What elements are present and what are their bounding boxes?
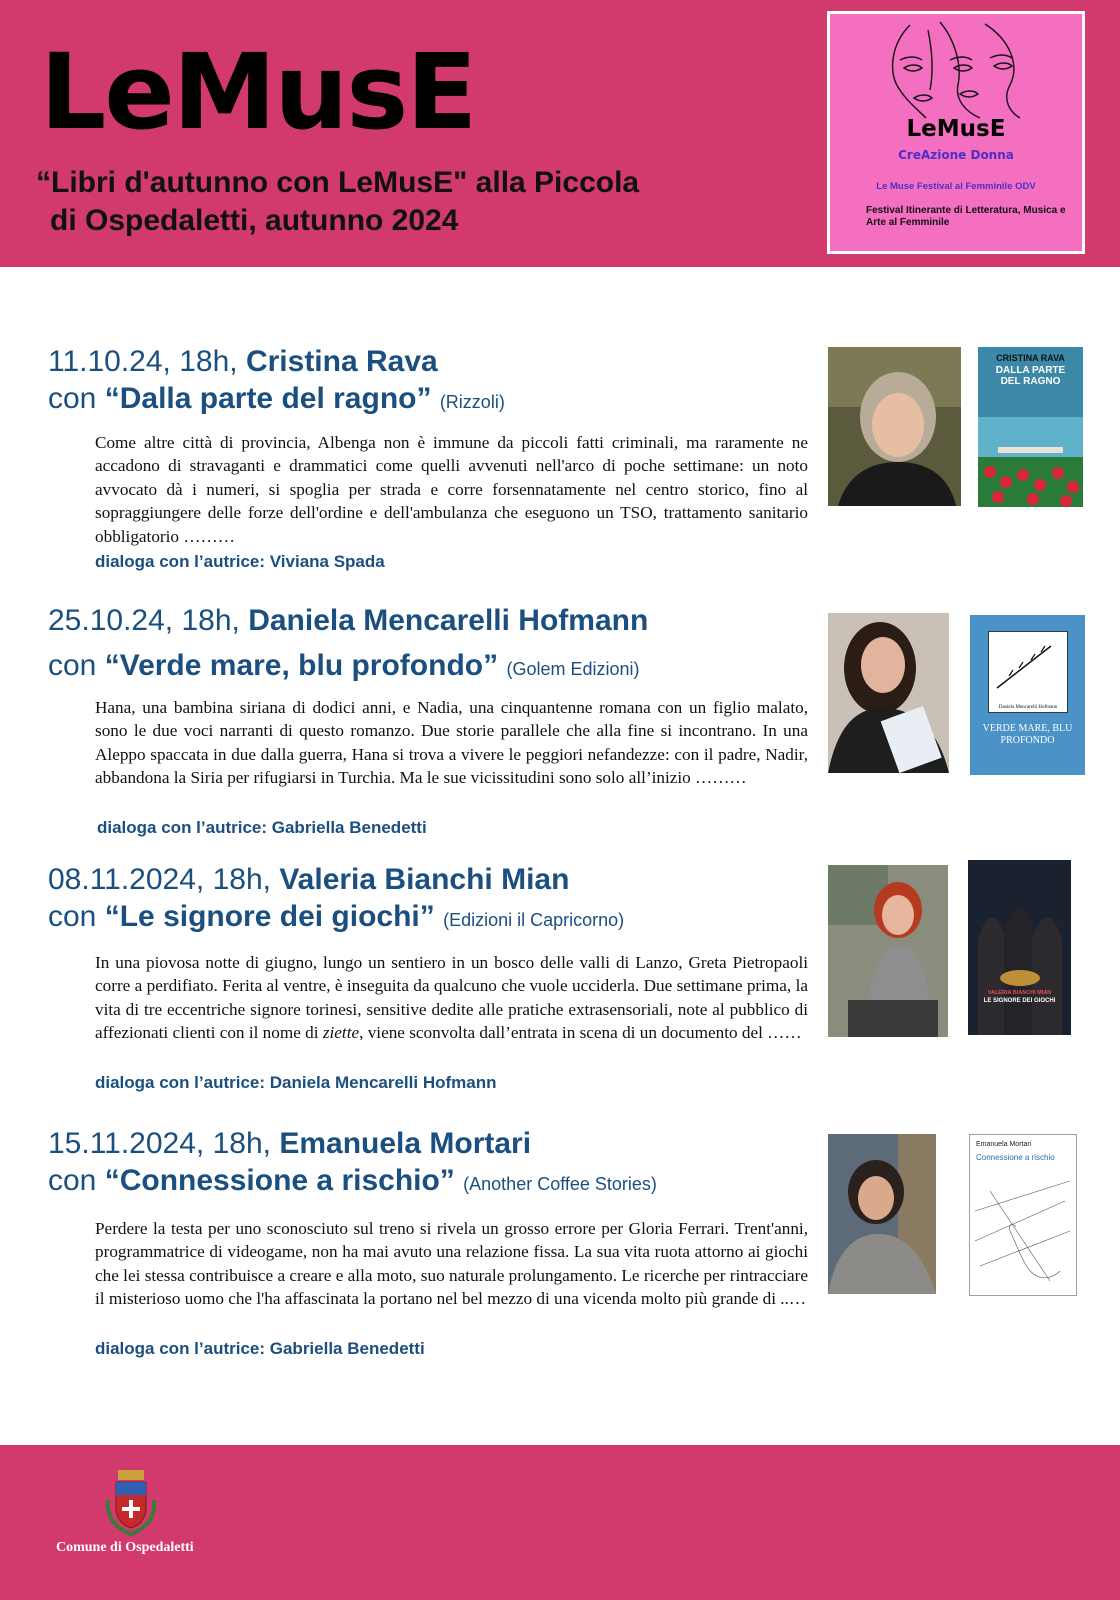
cover-author: Emanuela Mortari	[976, 1141, 1032, 1148]
cover-author: CRISTINA RAVA	[996, 353, 1065, 363]
event-2	[0, 601, 1120, 836]
event-publisher: (Golem Edizioni)	[506, 659, 640, 679]
event-publisher: (Rizzoli)	[439, 392, 505, 412]
event-1	[0, 342, 1120, 577]
cover-art-icon	[968, 860, 1071, 1035]
book-cover	[978, 347, 1083, 507]
event-author: Valeria Bianchi Mian	[279, 863, 570, 896]
event-dialog: dialoga con l’autrice: Daniela Mencarelli Hofmann	[95, 1073, 497, 1092]
event-date: 08.11.2024, 18h,	[48, 863, 271, 896]
event-dialog: dialoga con l’autrice: Viviana Spada	[95, 552, 385, 571]
event-description-emphasis: ziette	[322, 1023, 360, 1043]
cover-art-frame	[988, 631, 1068, 713]
event-con: con	[48, 900, 97, 933]
event-publisher: (Edizioni il Capricorno)	[443, 910, 625, 930]
event-book-line	[48, 1161, 657, 1204]
logo-title: LeMusE	[906, 116, 1006, 142]
event-date: 15.11.2024, 18h,	[48, 1127, 271, 1160]
logo-description: Festival Itinerante di Letteratura, Musica e Arte al Femminile	[866, 205, 1066, 228]
event-description-text-end: , viene sconvolta dall’entrata in scena di un documento del ……	[359, 1023, 802, 1043]
author-portrait-icon	[828, 1134, 936, 1294]
event-description: Hana, una bambina siriana di dodici anni, e Nadia, una cinquantenne romana con un figlio malato, sono le due voci narranti di questo romanzo. Due storie parallele che alla fine si incontrano. In una Aleppo spaccata in due dalla guerra, Hana si trova a vivere le peggiori nefandezze: con il padre, Nadir, abbandona la Siria per rifugiarsi in Turchia. Ma le sue vicissitudini sono solo all’inizio ………	[95, 698, 808, 788]
coat-of-arms-icon	[104, 1470, 158, 1536]
event-date: 25.10.24, 18h,	[48, 604, 240, 637]
event-author: Cristina Rava	[245, 345, 438, 378]
cover-title: Connessione a rischio	[976, 1153, 1055, 1162]
book-cover	[969, 1134, 1077, 1296]
event-heading	[48, 860, 569, 900]
event-heading	[48, 342, 438, 382]
book-cover	[968, 860, 1071, 1035]
event-description	[95, 951, 808, 1045]
event-con: con	[48, 1164, 97, 1197]
event-date: 11.10.24, 18h,	[48, 345, 238, 378]
comune-label: Comune di Ospedaletti	[56, 1540, 194, 1555]
author-portrait-icon	[828, 865, 948, 1037]
event-heading	[48, 601, 648, 641]
author-portrait-icon	[828, 613, 949, 773]
faces-line-art-icon	[870, 20, 1050, 120]
cover-author: VALERIA BIANCHI MIAN	[987, 990, 1052, 996]
event-description: Come altre città di provincia, Albenga non è immune da piccoli fatti criminali, ma raramente ne accadono di stravaganti e drammatici come quelli avvenuti nell'arco di poche settimane: un noto avvocato dà i numeri, si spoglia per strada e corre forsennatamente nel centro storico, fino al sopraggiungere delle forze dell'ordine e dell'ambulanza che eseguono un TSO, trattamento sanitario obbligatorio ………	[95, 433, 808, 546]
event-book-line	[48, 646, 640, 689]
author-portrait-icon	[828, 347, 961, 506]
book-cover	[970, 615, 1085, 775]
cover-author: Daniela Mencarelli Hofmann	[998, 705, 1058, 710]
cover-title: LE SIGNORE DEI GIOCHI	[983, 998, 1056, 1004]
cover-title: VERDE MARE, BLU PROFONDO	[982, 723, 1073, 746]
footer-banner	[0, 1445, 1120, 1600]
event-author: Emanuela Mortari	[279, 1127, 532, 1160]
event-heading	[48, 1124, 531, 1164]
event-book-line	[48, 897, 624, 940]
event-con: con	[48, 382, 97, 415]
cover-title: DALLA PARTE DEL RAGNO	[995, 365, 1066, 387]
event-dialog: dialoga con l’autrice: Gabriella Benedetti	[95, 1339, 425, 1358]
event-dialog: dialoga con l’autrice: Gabriella Benedetti	[97, 818, 427, 837]
event-con: con	[48, 649, 97, 682]
logo-tagline: CreAzione Donna	[898, 148, 1014, 162]
logo-association: Le Muse Festival al Femminile ODV	[876, 181, 1036, 192]
page-subtitle	[36, 164, 776, 240]
event-book-title: “Dalla parte del ragno”	[104, 382, 432, 415]
festival-logo	[827, 11, 1085, 254]
event-publisher: (Another Coffee Stories)	[463, 1174, 657, 1194]
author-photo	[828, 865, 948, 1037]
event-3	[0, 860, 1120, 1100]
birds-icon	[989, 632, 1067, 702]
event-book-title: “Connessione a rischio”	[104, 1164, 455, 1197]
subtitle-line-1: “Libri d'autunno con LeMusE" alla Piccola	[36, 166, 640, 199]
event-book-title: “Le signore dei giochi”	[104, 900, 435, 933]
author-photo	[828, 613, 949, 773]
event-4	[0, 1124, 1120, 1364]
event-description: Perdere la testa per uno sconosciuto sul treno si rivela un grosso errore per Gloria Ferrari. Trent'anni, programmatrice di videogame, non ha mai avuto una relazione fissa. La sua vita ruota attorno ai giochi che lei stessa contribuisce a creare e alla moto, suo naturale prolungamento. Le ricerche per rintracciare il misterioso uomo che l'ha affascinata la portano nel bel mezzo di una vicenda molto più grande di ..…	[95, 1219, 808, 1309]
subtitle-line-2: di Ospedaletti, autunno 2024	[50, 204, 459, 237]
event-author: Daniela Mencarelli Hofmann	[248, 604, 649, 637]
event-book-line	[48, 379, 505, 422]
author-photo	[828, 347, 961, 506]
hand-drawing-icon	[970, 1171, 1076, 1291]
brand-title: LeMusE	[40, 31, 476, 153]
header-banner	[0, 0, 1120, 267]
event-book-title: “Verde mare, blu profondo”	[104, 649, 499, 682]
event-description-text: In una piovosa notte di giugno, lungo un sentiero in un bosco delle valli di Lanzo, Greta Pietropaoli corre a perdifiato. Ferita al ventre, è inseguita da qualcuno che vuole ucciderla. Due settimane prima, la vita di tre eccentriche signore torinesi, sensitive dedite alle pratiche extrasensoriali, note al pubblico di affezionati clienti con il nome di	[95, 953, 808, 1043]
author-photo	[828, 1134, 936, 1294]
